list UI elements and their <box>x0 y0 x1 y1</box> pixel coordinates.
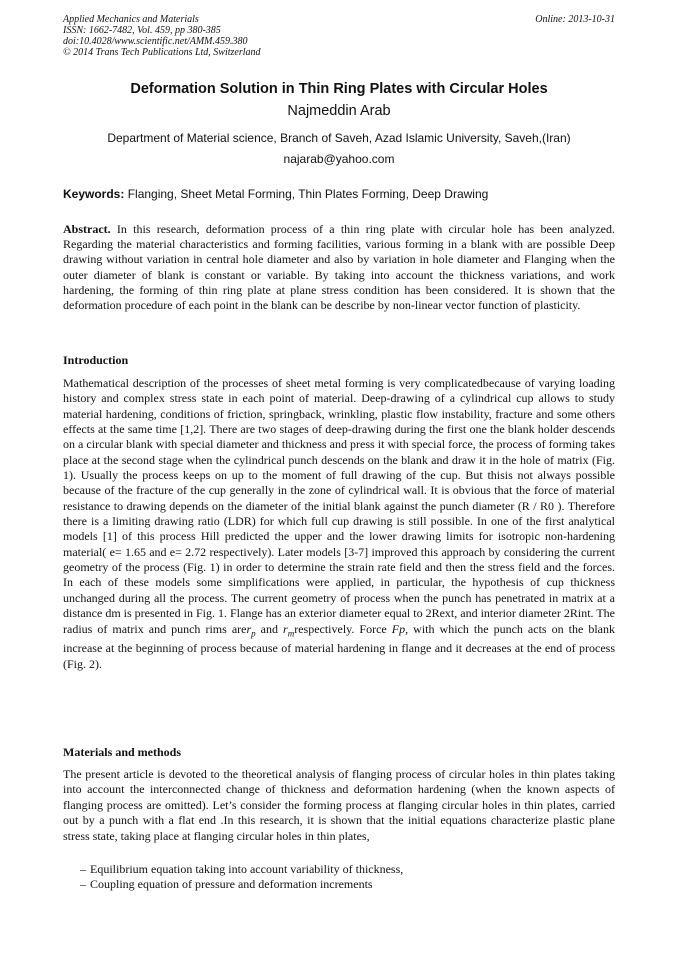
doi-line: doi:10.4028/www.scientific.net/AMM.459.380 <box>63 36 248 47</box>
rp-base: r <box>246 621 252 636</box>
introduction-text <box>63 376 615 672</box>
issn-line: ISSN: 1662-7482, Vol. 459, pp 380-385 <box>63 25 221 36</box>
and-word: and <box>255 621 284 636</box>
journal-name: Applied Mechanics and Materials <box>63 14 199 25</box>
list-item-text: Coupling equation of pressure and deformation increments <box>90 877 373 892</box>
intro-part2: respectively. Force <box>294 621 392 636</box>
rm-sub: m <box>287 627 295 638</box>
materials-methods-heading: Materials and methods <box>63 745 181 759</box>
intro-part3: , with which the punch acts on the blank increase at the beginning of process because of material hardening in flange and it decreases at the end of process (Fig. 2). <box>63 621 615 671</box>
fp-symbol: Fp <box>391 621 406 636</box>
author-name: Najmeddin Arab <box>287 103 391 119</box>
rm-symbol <box>283 622 294 636</box>
keywords-text: Flanging, Sheet Metal Forming, Thin Plates Forming, Deep Drawing <box>124 187 489 201</box>
copyright-line: © 2014 Trans Tech Publications Ltd, Switzerland <box>63 47 261 58</box>
journal-header <box>63 14 615 58</box>
rp-sub: p <box>251 627 256 638</box>
author-email[interactable]: najarab@yahoo.com <box>283 152 395 166</box>
online-date: Online: 2013-10-31 <box>535 14 615 25</box>
rm-base: r <box>283 621 288 636</box>
abstract-label: Abstract. <box>63 222 111 236</box>
equation-list <box>80 862 403 893</box>
list-item <box>80 862 403 877</box>
introduction-heading: Introduction <box>63 353 129 367</box>
intro-part1: Mathematical description of the processes of sheet metal forming is very complicatedbecause of varying loading history and complex stress state in each point of material. Deep-drawing of a cylindrical cup allows to study material hardening, conditions of friction, springback, wrinkling, plastic flow instability, fracture and some others effects at the same time [1,2]. There are two stages of deep-drawing during the first one the blank holder descends on a circular blank with special diameter and thickness and press it with special force, the process of forming takes place at the second stage when the cylindrical punch descends on the blank and draw it in the hole of matrix (Fig. 1). Usually the process keeps on up to the moment of full drawing of the cup. But thisis not always possible because of the fracture of the cup generally in the zone of cylindrical wall. It is obvious that the force of material resistance to drawing depends on the diameter of the initial blank against the punch diameter (R / R0 ). Therefore there is a limiting drawing ratio (LDR) for which full cup drawing is still possible. In one of the first analytical models [1] of this process Hill predicted the upper and the lower drawing limits for isotropic non-hardening material( e= 1.65 and e= 2.72 respectively). Later models [3-7] improved this approach by considering the current geometry of the process (Fig. 1) in order to determine the strain rate field and then the stress field and the forces. In each of these models some simplifications were applied, in particular, the hypothesis of cup thickness unchanged during all the process. The current geometry of process when the punch has penetrated in matrix at a distance dm is presented in Fig. 1. Flange has an exterior diameter equal to 2Rext, and interior diameter 2Rint. The radius of matrix and punch rims are <box>63 376 615 636</box>
keywords-label: Keywords: <box>63 187 125 201</box>
abstract-text: In this research, deformation process of a thin ring plate with circular hole has been analyzed. Regarding the material characteristics and forming facilities, various forming in a blank with are possible Deep drawing without variation in central hole diameter and also by variation in hole diameter and Flanging when the outer diameter of blank is constant or variable. By taking into account the thickness variations, and work hardening, the forming of thin ring plate at plane stress condition has been considered. It is shown that the deformation procedure of each point in the blank can be describe by non-linear vector function of plasticity. <box>63 222 615 313</box>
list-item <box>80 877 403 892</box>
materials-methods-text: The present article is devoted to the theoretical analysis of flanging process of circular holes in thin plates taking into account the interconnected change of thickness and deformation hardening (when the known aspects of flanging process are omitted). Let’s consider the forming process at flanging circular holes in thin plates, carried out by a punch with a flat end .In this research, it is shown that the initial equations characterize plastic plane stress state, taking place at flanging circular holes in thin plates, <box>63 767 615 843</box>
list-dash: – <box>80 877 86 892</box>
abstract <box>63 222 615 313</box>
keywords <box>63 187 488 201</box>
rp-symbol <box>246 622 255 636</box>
list-item-text: Equilibrium equation taking into account variability of thickness, <box>90 862 404 876</box>
paper-title: Deformation Solution in Thin Ring Plates with Circular Holes <box>130 81 548 97</box>
list-dash: – <box>80 862 86 876</box>
author-affiliation: Department of Material science, Branch of Saveh, Azad Islamic University, Saveh,(Iran) <box>107 131 571 145</box>
